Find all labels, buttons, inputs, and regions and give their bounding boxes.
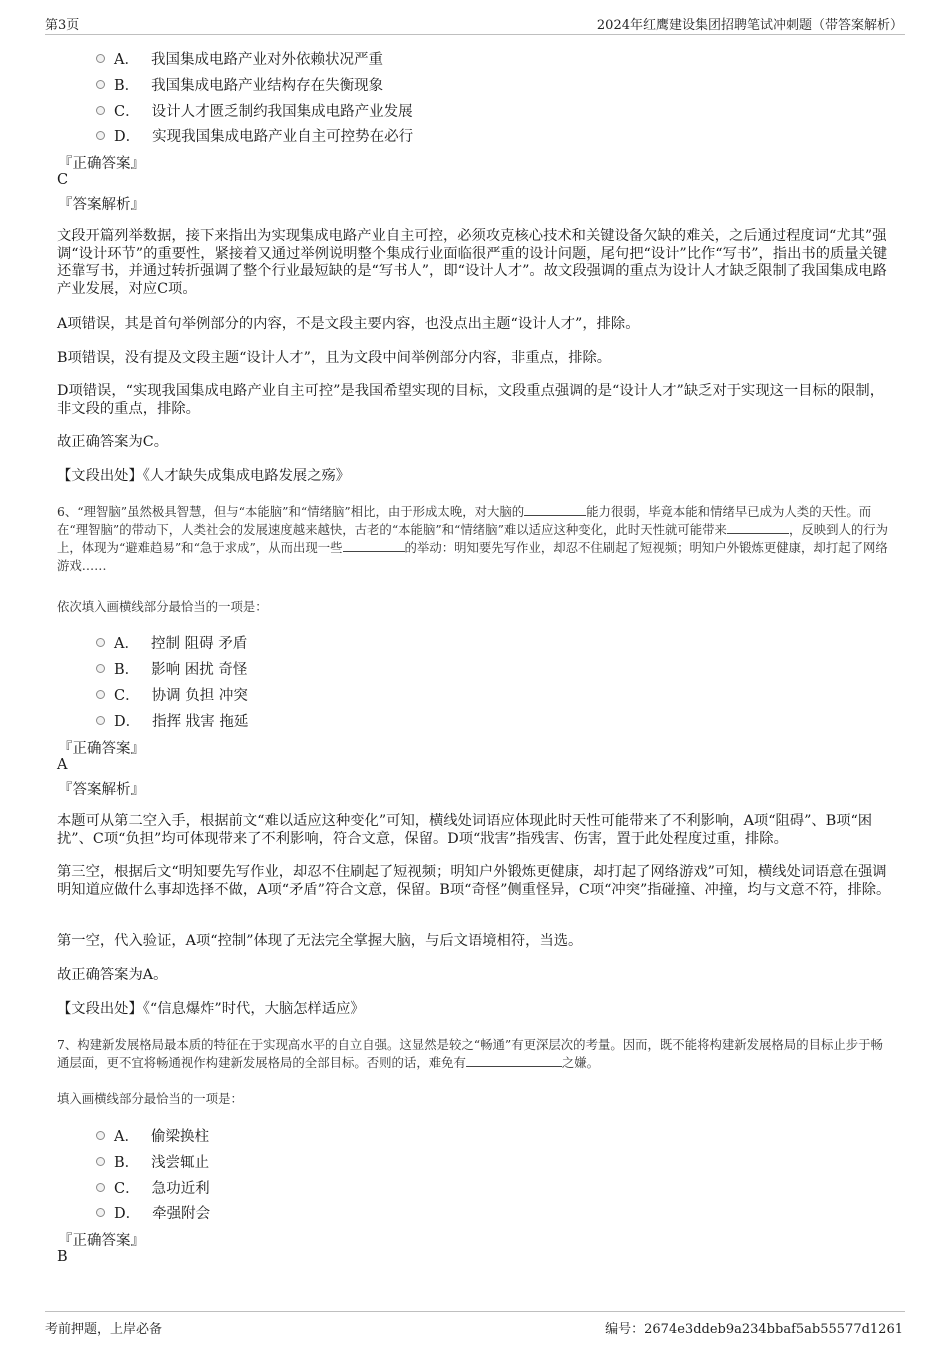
answer-blank: [343, 540, 405, 552]
radio-icon[interactable]: [96, 1183, 105, 1192]
q7-option-c[interactable]: C． 急功近利: [96, 1177, 210, 1198]
q5-analysis-paragraph: D项错误，“实现我国集成电路产业自主可控”是我国希望实现的目标，文段重点强调的是“设计人才”缺乏对于实现这一目标的限制，非文段的重点，排除。: [57, 383, 885, 417]
q6-analysis-tag: 『答案解析』: [58, 782, 145, 798]
q5-analysis-paragraph: 文段开篇列举数据，接下来指出为实现集成电路产业自主可控，必须攻克核心技术和关键设备欠缺的难关，之后通过程度词“尤其”强调“设计环节”的重要性，紧接着又通过举例说明整个集成行业面临很严重的设计问题，尾句把“设计”比作“写书”，指出书的质量关键还靠写书，并通过转折强调了整个行业最短缺的是“写书人”，即“设计人才”。故文段强调的重点为设计人才缺乏限制了我国集成电路产业发展，对应C项。: [57, 228, 888, 297]
radio-icon[interactable]: [96, 716, 105, 725]
q6-analysis-paragraph: 第一空，代入验证，A项“控制”体现了无法完全掌握大脑，与后文语境相符，当选。: [57, 933, 583, 949]
q5-analysis-conclusion: 故正确答案为C。: [57, 434, 169, 450]
document-id: 编号：2674e3ddeb9a234bbaf5ab55577d1261: [605, 1322, 903, 1337]
q7-answer: B: [57, 1249, 68, 1265]
page-header: [45, 14, 905, 35]
q7-option-a[interactable]: A． 偷梁换柱: [96, 1125, 209, 1146]
q7-option-d[interactable]: D． 牵强附会: [96, 1202, 210, 1223]
page-number: 第3页: [45, 18, 80, 33]
q6-option-b[interactable]: B． 影响 困扰 奇怪: [96, 658, 247, 679]
q6-option-c[interactable]: C． 协调 负担 冲突: [96, 684, 248, 705]
q6-option-d[interactable]: D． 指挥 戕害 拖延: [96, 710, 248, 731]
answer-blank: [466, 1055, 562, 1067]
radio-icon[interactable]: [96, 54, 105, 63]
radio-icon[interactable]: [96, 1208, 105, 1217]
radio-icon[interactable]: [96, 131, 105, 140]
q6-stem: 6、“理智脑”虽然极具智慧，但与“本能脑”和“情绪脑”相比，由于形成太晚，对大脑的 能力很弱，毕竟本能和情绪早已成为人类的天性。而在“理智脑”的带动下，人类社会的发展速度越来越快，古老的“本能脑”和“情绪脑”难以适应这种变化，此时天性就可能带来 ，反映到人的行为上，体现为“避难趋易”和“急于求成”，从而出现一些 的举动：明知要先写作业，却忍不住刷起了短视频；明知户外锻炼更健康，却打起了网络游戏……: [57, 504, 889, 573]
q6-answer: A: [57, 757, 68, 773]
q5-option-d[interactable]: D． 实现我国集成电路产业自主可控势在必行: [96, 125, 413, 146]
q6-source: 【文段出处】《“信息爆炸”时代，大脑怎样适应》: [57, 1001, 365, 1017]
q5-option-b[interactable]: B． 我国集成电路产业结构存在失衡现象: [96, 74, 383, 95]
answer-blank: [524, 504, 586, 516]
answer-blank: [727, 522, 789, 534]
radio-icon[interactable]: [96, 690, 105, 699]
page-footer: [45, 1311, 905, 1338]
q6-instruction: 依次填入画横线部分最恰当的一项是：: [57, 599, 268, 614]
q5-option-a[interactable]: A． 我国集成电路产业对外依赖状况严重: [96, 48, 383, 69]
footer-slogan: 考前押题，上岸必备: [45, 1322, 163, 1337]
q5-answer-tag: 『正确答案』: [58, 156, 145, 172]
q6-analysis-paragraph: 第三空，根据后文“明知要先写作业，却忍不住刷起了短视频；明知户外锻炼更健康，却打起了网络游戏”可知，横线处词语意在强调明知道应做什么事却选择不做，A项“矛盾”符合文意，保留。B项“奇怪”侧重怪异，C项“冲突”指碰撞、冲撞，均与文意不符，排除。: [57, 864, 891, 898]
q6-option-a[interactable]: A． 控制 阻碍 矛盾: [96, 632, 247, 653]
q5-source: 【文段出处】《人才缺失成集成电路发展之殇》: [57, 468, 351, 484]
q6-answer-tag: 『正确答案』: [58, 741, 145, 757]
radio-icon[interactable]: [96, 638, 105, 647]
radio-icon[interactable]: [96, 106, 105, 115]
document-title: 2024年红鹰建设集团招聘笔试冲刺题（带答案解析）: [596, 18, 903, 33]
q7-option-b[interactable]: B． 浅尝辄止: [96, 1151, 209, 1172]
q7-stem: 7、构建新发展格局最本质的特征在于实现高水平的自立自强。这显然是较之“畅通”有更深层次的考量。因而，既不能将构建新发展格局的目标止步于畅通层面，更不宜将畅通视作构建新发展格局的全部目标。否则的话，难免有 之嫌。: [57, 1037, 883, 1070]
q5-analysis-paragraph: B项错误，没有提及文段主题“设计人才”，且为文段中间举例部分内容，非重点，排除。: [57, 350, 612, 366]
q7-instruction: 填入画横线部分最恰当的一项是：: [57, 1091, 243, 1106]
q7-answer-tag: 『正确答案』: [58, 1233, 145, 1249]
q6-analysis-conclusion: 故正确答案为A。: [57, 967, 168, 983]
q5-analysis-tag: 『答案解析』: [58, 197, 145, 213]
radio-icon[interactable]: [96, 80, 105, 89]
radio-icon[interactable]: [96, 664, 105, 673]
radio-icon[interactable]: [96, 1157, 105, 1166]
q5-option-c[interactable]: C． 设计人才匮乏制约我国集成电路产业发展: [96, 100, 413, 121]
q6-analysis-paragraph: 本题可从第二空入手，根据前文“难以适应这种变化”可知，横线处词语应体现此时天性可能带来了不利影响，A项“阻碍”、B项“困扰”、C项“负担”均可体现带来了不利影响，符合文意，保留。D项“戕害”指残害、伤害，置于此处程度过重，排除。: [57, 813, 873, 847]
q5-analysis-paragraph: A项错误，其是首句举例部分的内容，不是文段主要内容，也没点出主题“设计人才”，排除。: [57, 316, 640, 332]
q5-answer: C: [57, 172, 69, 188]
radio-icon[interactable]: [96, 1131, 105, 1140]
